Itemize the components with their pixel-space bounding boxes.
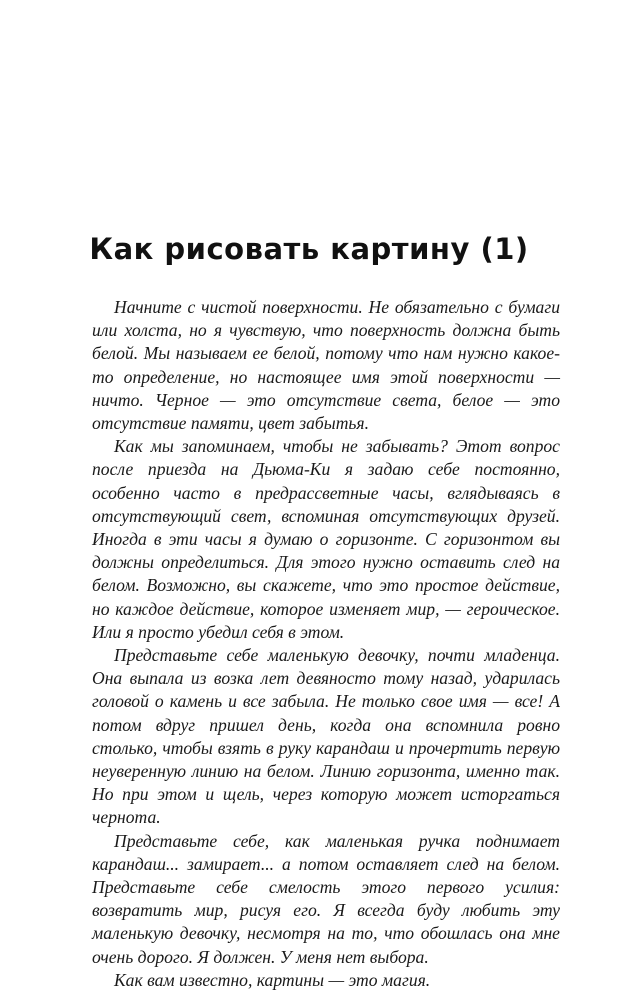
paragraph-2: Как мы запоминаем, чтобы не забывать? Этот вопрос после приезда на Дьюма-Ки я задаю себе постоянно, особенно часто в предрассветные часы, вглядываясь в отсутствующий свет, вспоминая отсутствующих друзей. Иногда в эти часы я думаю о горизонте. С горизонтом вы должны определиться. Для этого нужно оставить след на белом. Возможно, вы скажете, что это простое действие, но каждое действие, которое изменяет мир, — героическое. Или я просто убедил себя в этом.: [92, 436, 560, 642]
paragraph-4: Представьте себе, как маленькая ручка поднимает карандаш... замирает... а потом оставляет след на белом. Представьте себе смелость этого первого усилия: возвратить мир, рисуя его. Я всегда буду любить эту маленькую девочку, несмотря на то, что обошлась она мне очень дорого. Я должен. У меня нет выбора.: [92, 830, 560, 967]
paragraph-1: Начните с чистой поверхности. Не обязательно с бумаги или холста, но я чувствую, что поверхность должна быть белой. Мы называем ее белой, потому что нам нужно какое-то определение, но настоящее имя этой поверхности — ничто. Черное — это отсутствие света, белое — это отсутствие памяти, цвет забытья.: [92, 297, 560, 434]
chapter-title: Как рисовать картину (1): [89, 232, 529, 266]
chapter-body: [92, 296, 560, 992]
paragraph-3: Представьте себе маленькую девочку, почти младенца. Она выпала из возка лет девяносто тому назад, ударилась головой о камень и все забыла. Не только свое имя — все! А потом вдруг пришел день, когда она вспомнила ровно столько, чтобы взять в руку карандаш и прочертить первую неуверенную линию на белом. Линию горизонта, именно так. Но при этом и щель, через которую может исторгаться чернота.: [92, 645, 560, 828]
paragraph-5: Как вам известно, картины — это магия.: [114, 969, 431, 990]
